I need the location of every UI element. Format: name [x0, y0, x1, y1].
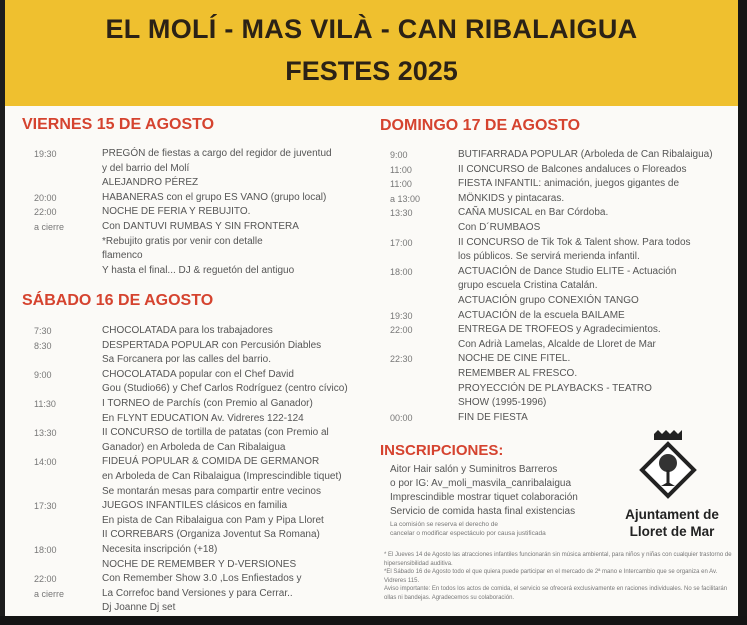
footnotes [384, 551, 734, 603]
event-time: 18:00 [34, 544, 57, 555]
event-time [390, 338, 458, 353]
event-time: 9:00 [390, 150, 408, 160]
event-time [34, 249, 102, 264]
schedule-row [34, 249, 332, 264]
event-time [34, 514, 102, 529]
event-time: 13:30 [390, 208, 413, 219]
event-text: Necesita inscripción (+18) [102, 543, 218, 555]
event-time: 17:30 [34, 501, 57, 512]
event-text: II CORREBARS (Organiza Joventut Sa Romana) [102, 529, 320, 541]
event-text: Se montarán mesas para compartir entre vecinos [102, 485, 321, 497]
event-text: Con Adrià Lamelas, Alcalde de Lloret de Mar [458, 338, 656, 350]
frame-right [738, 0, 747, 625]
poster-title: EL MOLÍ - MAS VILÀ - CAN RIBALAIGUA [105, 14, 638, 44]
schedule-friday [34, 147, 332, 278]
frame-bottom [0, 616, 747, 625]
inscriptions-disclaimer: La comisión se reserva el derecho de [390, 521, 499, 528]
schedule-row [390, 323, 713, 338]
event-time: 22:00 [34, 574, 57, 585]
event-text: MÖNKIDS y pintacaras. [458, 192, 565, 204]
event-time: 9:00 [34, 369, 52, 380]
event-time: 8:30 [34, 340, 52, 351]
event-time [34, 235, 102, 250]
event-time [34, 176, 102, 191]
schedule-row [34, 426, 348, 441]
schedule-row [390, 265, 713, 280]
day-heading-sunday: DOMINGO 17 DE AGOSTO [380, 117, 581, 134]
schedule-row [34, 587, 348, 602]
event-text: Sa Forcanera por las calles del barrio. [102, 354, 271, 366]
schedule-row [34, 528, 348, 543]
schedule-row [390, 192, 713, 207]
event-time: 22:00 [34, 207, 57, 218]
event-text: DESPERTADA POPULAR con Percusión Diables [102, 339, 322, 351]
poster-subtitle: FESTES 2025 [285, 56, 458, 86]
event-text: HABANERAS con el grupo ES VANO (grupo local) [102, 191, 327, 203]
event-time [34, 382, 102, 397]
schedule-row [390, 148, 713, 163]
event-time [34, 162, 102, 177]
event-text: ENTREGA DE TROFEOS y Agradecimientos. [458, 324, 661, 336]
event-text: NOCHE DE REMEMBER Y D-VERSIONES [102, 558, 297, 570]
schedule-row [34, 368, 348, 383]
event-text: Ganador) en Arboleda de Can Ribalaigua [102, 441, 286, 453]
inscriptions-line: o por IG: Av_moli_masvila_canribalaigua [390, 478, 572, 489]
event-text: I TORNEO de Parchís (con Premio al Ganador) [102, 397, 313, 409]
event-text: JUEGOS INFANTILES clásicos en familia [102, 500, 288, 512]
schedule-sunday [390, 148, 713, 425]
event-time [390, 367, 458, 382]
event-time: 11:30 [34, 398, 56, 409]
schedule-row [34, 235, 332, 250]
event-text: Con Remember Show 3.0 ,Los Enfiestados y [102, 573, 302, 585]
inscriptions-disclaimer: cancelar o modificar espectáculo por causa justificada [390, 530, 546, 537]
event-text: Y hasta el final... DJ & reguetón del antiguo [102, 264, 295, 276]
schedule-row [390, 177, 713, 192]
footnote: * El Jueves 14 de Agosto las atracciones infantiles funcionarán sin música ambiental, para niños y niñas con cualquier trastorno de hipersensibilidad auditiva. [384, 552, 732, 567]
event-time: 19:30 [34, 149, 57, 159]
event-text: CHOCOLATADA popular con el Chef David [102, 368, 294, 380]
schedule-row [34, 264, 332, 279]
footnote: *El Sábado 16 de Agosto todo el que quiera puede participar en el mercado de 2ª mano e Intercambio que se organiza en Av. Vidreres 115. [384, 569, 718, 584]
town-hall-line: Lloret de Mar [629, 524, 715, 539]
event-time: 18:00 [390, 266, 413, 277]
schedule-row [34, 543, 348, 558]
schedule-row [34, 176, 332, 191]
event-text: ACTUACIÓN de Dance Studio ELITE - Actuación [458, 265, 677, 277]
schedule-row [34, 485, 348, 500]
event-text: PROYECCIÓN DE PLAYBACKS - TEATRO [458, 382, 652, 394]
schedule-row [390, 294, 713, 309]
event-time: 14:00 [34, 457, 57, 468]
schedule-row [390, 206, 713, 221]
schedule-row [390, 279, 713, 294]
poster-header [5, 0, 738, 106]
event-time: 22:00 [390, 325, 413, 336]
event-text: FIESTA INFANTIL: animación, juegos gigantes de [458, 178, 680, 190]
event-time [34, 264, 102, 279]
schedule-row [34, 397, 348, 412]
event-time [34, 353, 102, 368]
inscriptions-line: Servicio de comida hasta final existencias [390, 506, 576, 517]
event-time: 20:00 [34, 192, 57, 203]
event-time: a cierre [34, 221, 65, 232]
event-text: los públicos. Se servirá merienda infantil. [458, 251, 640, 263]
schedule-saturday [34, 324, 348, 616]
event-time: 11:00 [390, 164, 412, 175]
schedule-row [34, 339, 348, 354]
town-hall-line: Ajuntament de [625, 507, 719, 522]
inscriptions-line: Imprescindible mostrar tiquet colaboración [390, 492, 578, 503]
event-time [390, 382, 458, 397]
event-text: Con D´RUMBAOS [458, 221, 541, 233]
inscriptions-info [390, 463, 578, 540]
schedule-row [34, 191, 332, 206]
schedule-row [34, 220, 332, 235]
schedule-row [34, 558, 348, 573]
event-time: a cierre [34, 588, 65, 599]
event-text: En pista de Can Ribalaigua con Pam y Pipa Lloret [102, 514, 324, 526]
event-text: FIDEUÁ POPULAR & COMIDA DE GERMANOR [102, 456, 320, 468]
event-time [34, 412, 102, 427]
event-time [390, 221, 458, 236]
event-time: 13:30 [34, 428, 57, 439]
schedule-row [390, 221, 713, 236]
inscriptions-heading: INSCRIPCIONES: [380, 442, 504, 459]
event-time [390, 279, 458, 294]
event-time [34, 470, 102, 485]
event-text: ACTUACIÓN de la escuela BAILAME [458, 309, 625, 321]
event-text: II CONCURSO de Tik Tok & Talent show. Para todos [458, 236, 691, 248]
event-time: a 13:00 [390, 193, 421, 204]
event-time: 11:00 [390, 179, 412, 190]
event-text: flamenco [102, 250, 143, 262]
schedule-row [390, 396, 713, 411]
schedule-row [34, 147, 332, 162]
day-heading-friday: VIERNES 15 DE AGOSTO [22, 116, 215, 133]
event-text: Dj Joanne Dj set [102, 602, 176, 614]
event-text: BUTIFARRADA POPULAR (Arboleda de Can Ribalaigua) [458, 149, 713, 160]
event-text: NOCHE DE FERIA Y REBUJITO. [102, 206, 251, 218]
event-text: II CONCURSO de tortilla de patatas (con Premio al [102, 427, 329, 439]
schedule-row [34, 441, 348, 456]
event-text: CHOCOLATADA para los trabajadores [102, 325, 273, 336]
event-time [390, 294, 458, 309]
event-time [34, 485, 102, 500]
schedule-row [34, 162, 332, 177]
schedule-row [390, 352, 713, 367]
inscriptions-line: Aitor Hair salón y Suminitros Barreros [390, 464, 558, 475]
event-time: 00:00 [390, 412, 413, 423]
schedule-row [390, 309, 713, 324]
schedule-row [390, 382, 713, 397]
event-time [34, 558, 102, 573]
schedule-row [34, 455, 348, 470]
lloret-coat-of-arms-icon [628, 430, 708, 502]
event-text: ALEJANDRO PÉREZ [102, 177, 199, 189]
event-text: La Correfoc band Versiones y para Cerrar.. [102, 587, 293, 599]
schedule-row [34, 470, 348, 485]
event-text: II CONCURSO de Balcones andaluces o Floreados [458, 163, 687, 175]
schedule-row [34, 353, 348, 368]
event-text: CAÑA MUSICAL en Bar Córdoba. [458, 207, 609, 219]
event-time [34, 528, 102, 543]
event-text: PREGÓN de fiestas a cargo del regidor de juventud [102, 148, 332, 159]
day-heading-saturday: SÁBADO 16 DE AGOSTO [22, 292, 214, 309]
event-text: y del barrio del Molí [102, 162, 190, 174]
schedule-row [34, 514, 348, 529]
town-hall-name [612, 506, 732, 540]
event-time [34, 601, 102, 616]
event-time [34, 441, 102, 456]
schedule-row [390, 250, 713, 265]
event-text: grupo escuela Cristina Catalán. [458, 280, 598, 292]
schedule-row [390, 163, 713, 178]
event-text: REMEMBER AL FRESCO. [458, 367, 578, 379]
event-text: Con DANTUVI RUMBAS Y SIN FRONTERA [102, 220, 299, 232]
event-text: *Rebujito gratis por venir con detalle [102, 235, 263, 247]
event-time [390, 396, 458, 411]
event-text: En FLYNT EDUCATION Av. Vidreres 122-124 [102, 412, 304, 424]
schedule-row [34, 205, 332, 220]
schedule-row [390, 236, 713, 251]
schedule-row [34, 412, 348, 427]
schedule-row [34, 601, 348, 616]
event-text: Gou (Studio66) y Chef Carlos Rodríguez (centro cívico) [102, 383, 348, 395]
event-text: NOCHE DE CINE FITEL. [458, 353, 571, 365]
event-text: FIN DE FIESTA [458, 411, 528, 423]
event-time: 22:30 [390, 354, 413, 365]
event-text: ACTUACIÓN grupo CONEXIÓN TANGO [458, 294, 639, 306]
event-time: 17:00 [390, 237, 413, 248]
event-time: 19:30 [390, 310, 413, 321]
event-time [390, 250, 458, 265]
event-time: 7:30 [34, 326, 52, 336]
schedule-row [34, 382, 348, 397]
schedule-row [390, 411, 713, 426]
schedule-row [390, 367, 713, 382]
event-text: SHOW (1995-1996) [458, 397, 547, 409]
event-text: en Arboleda de Can Ribalaigua (Imprescindible tiquet) [102, 470, 342, 482]
schedule-row [34, 572, 348, 587]
schedule-row [34, 499, 348, 514]
schedule-row [390, 338, 713, 353]
schedule-row [34, 324, 348, 339]
footnote: Aviso importante: En todos los actos de comida, el servicio se ofrecerá exclusivamente en raciones individuales. No se facilitarán ollas ni bandejas. Agradecemos su colaboración. [384, 586, 728, 601]
